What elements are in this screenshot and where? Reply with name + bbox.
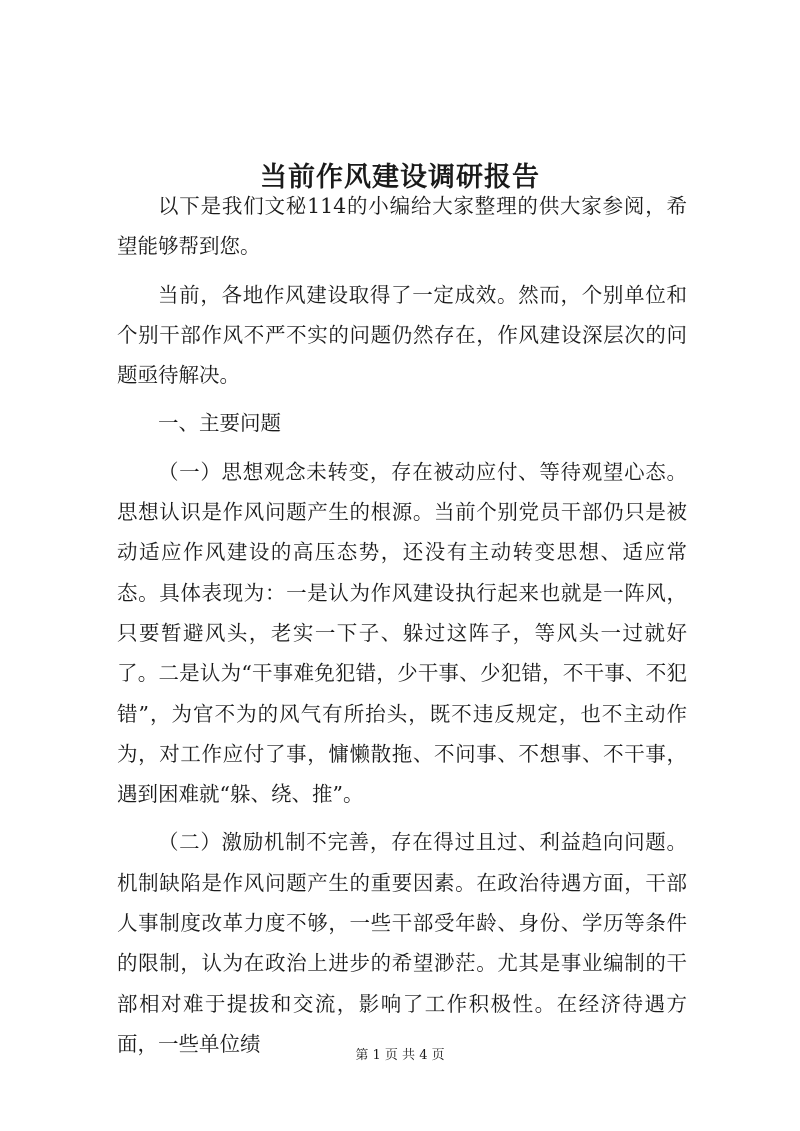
document-title: 当前作风建设调研报告: [260, 162, 540, 194]
issue-two-paragraph: （二）激励机制不完善，存在得过且过、利益趋向问题。机制缺陷是作风问题产生的重要因素。在政治待遇方面，干部人事制度改革力度不够，一些干部受年龄、身份、学历等条件的限制，认为在政治上进步的希望渺茫。尤其是事业编制的干部相对难于提拔和交流，影响了工作积极性。在经济待遇方面，一些单位绩: [117, 830, 687, 1056]
document-body: [117, 186, 687, 1072]
context-paragraph: 当前，各地作风建设取得了一定成效。然而，个别单位和个别干部作风不严不实的问题仍然存在，作风建设深层次的问题亟待解决。: [117, 282, 687, 388]
section-heading: 一、主要问题: [158, 411, 281, 436]
page-footer: 第 1 页 共 4 页: [355, 1048, 445, 1063]
issue-one-paragraph: （一）思想观念未转变，存在被动应付、等待观望心态。思想认识是作风问题产生的根源。当前个别党员干部仍只是被动适应作风建设的高压态势，还没有主动转变思想、适应常态。具体表现为：一是认为作风建设执行起来也就是一阵风，只要暂避风头，老实一下子、躲过这阵子，等风头一过就好了。二是认为“干事难免犯错，少干事、少犯错，不干事、不犯错”，为官不为的风气有所抬头，既不违反规定，也不主动作为，对工作应付了事，慵懒散拖、不问事、不想事、不干事，遇到困难就“躲、绕、推”。: [117, 459, 687, 807]
intro-paragraph: 以下是我们文秘114的小编给大家整理的供大家参阅，希望能够帮到您。: [117, 194, 687, 259]
